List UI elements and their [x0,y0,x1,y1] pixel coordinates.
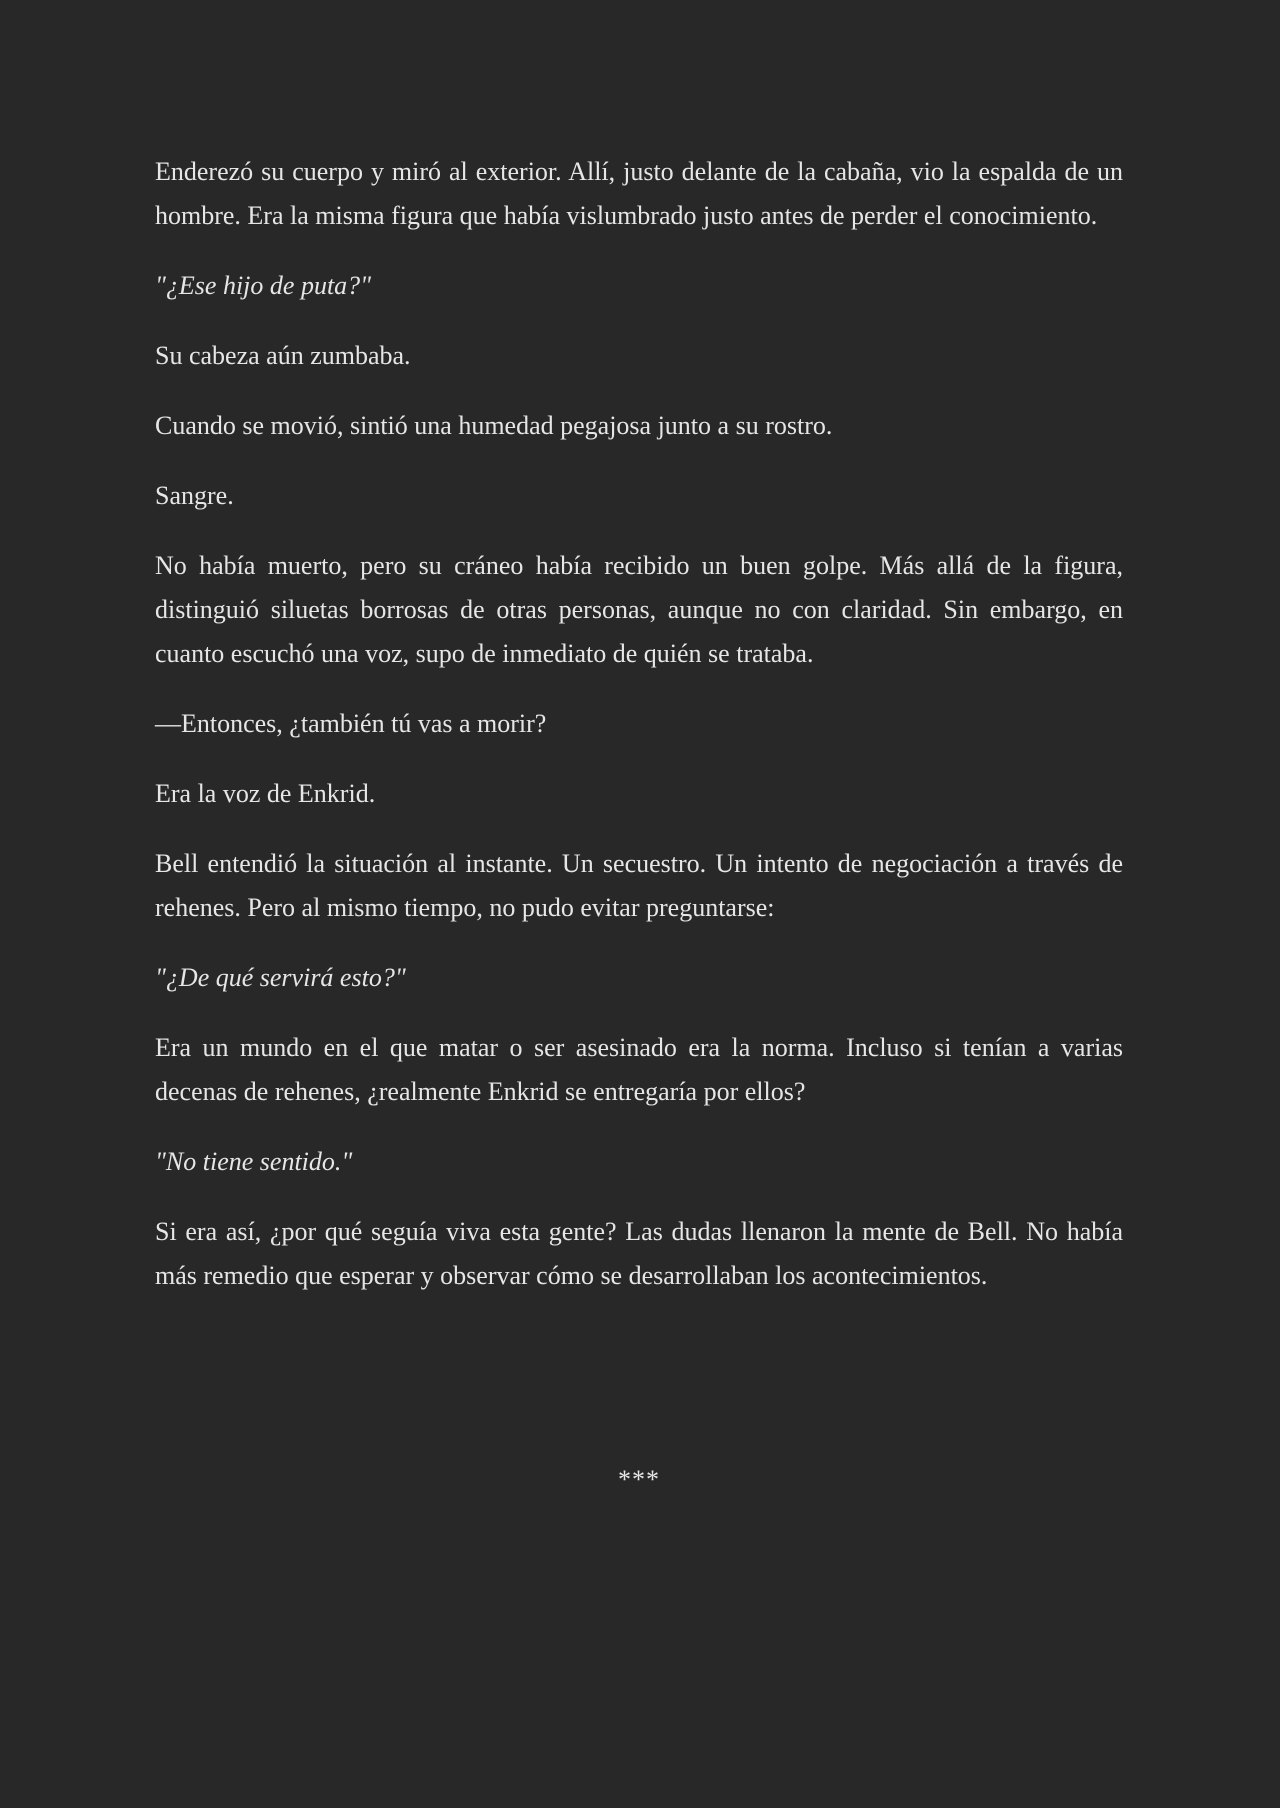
paragraph: Bell entendió la situación al instante. Un secuestro. Un intento de negociación a través de rehenes. Pero al mismo tiempo, no pudo evitar preguntarse: [155,849,1123,922]
paragraph: No había muerto, pero su cráneo había recibido un buen golpe. Más allá de la figura, distinguió siluetas borrosas de otras personas, aunque no con claridad. Sin embargo, en cuanto escuchó una voz, supo de inmediato de quién se trataba. [155,551,1123,668]
paragraph: Era un mundo en el que matar o ser asesinado era la norma. Incluso si tenían a varias decenas de rehenes, ¿realmente Enkrid se entregaría por ellos? [155,1033,1123,1106]
dialogue-paragraph: —Entonces, ¿también tú vas a morir? [155,709,547,738]
scene-separator: *** [618,1465,660,1494]
reader-content [155,150,1123,1324]
thought-paragraph: "¿De qué servirá esto?" [155,963,406,992]
paragraph: Si era así, ¿por qué seguía viva esta gente? Las dudas llenaron la mente de Bell. No había más remedio que esperar y observar cómo se desarrollaban los acontecimientos. [155,1217,1123,1290]
paragraph: Cuando se movió, sintió una humedad pegajosa junto a su rostro. [155,411,833,440]
thought-paragraph: "No tiene sentido." [155,1147,353,1176]
paragraph: Sangre. [155,481,234,510]
paragraph: Era la voz de Enkrid. [155,779,376,808]
paragraph: Enderezó su cuerpo y miró al exterior. Allí, justo delante de la cabaña, vio la espalda de un hombre. Era la misma figura que había vislumbrado justo antes de perder el conocimiento. [155,157,1123,230]
thought-paragraph: "¿Ese hijo de puta?" [155,271,372,300]
paragraph: Su cabeza aún zumbaba. [155,341,411,370]
